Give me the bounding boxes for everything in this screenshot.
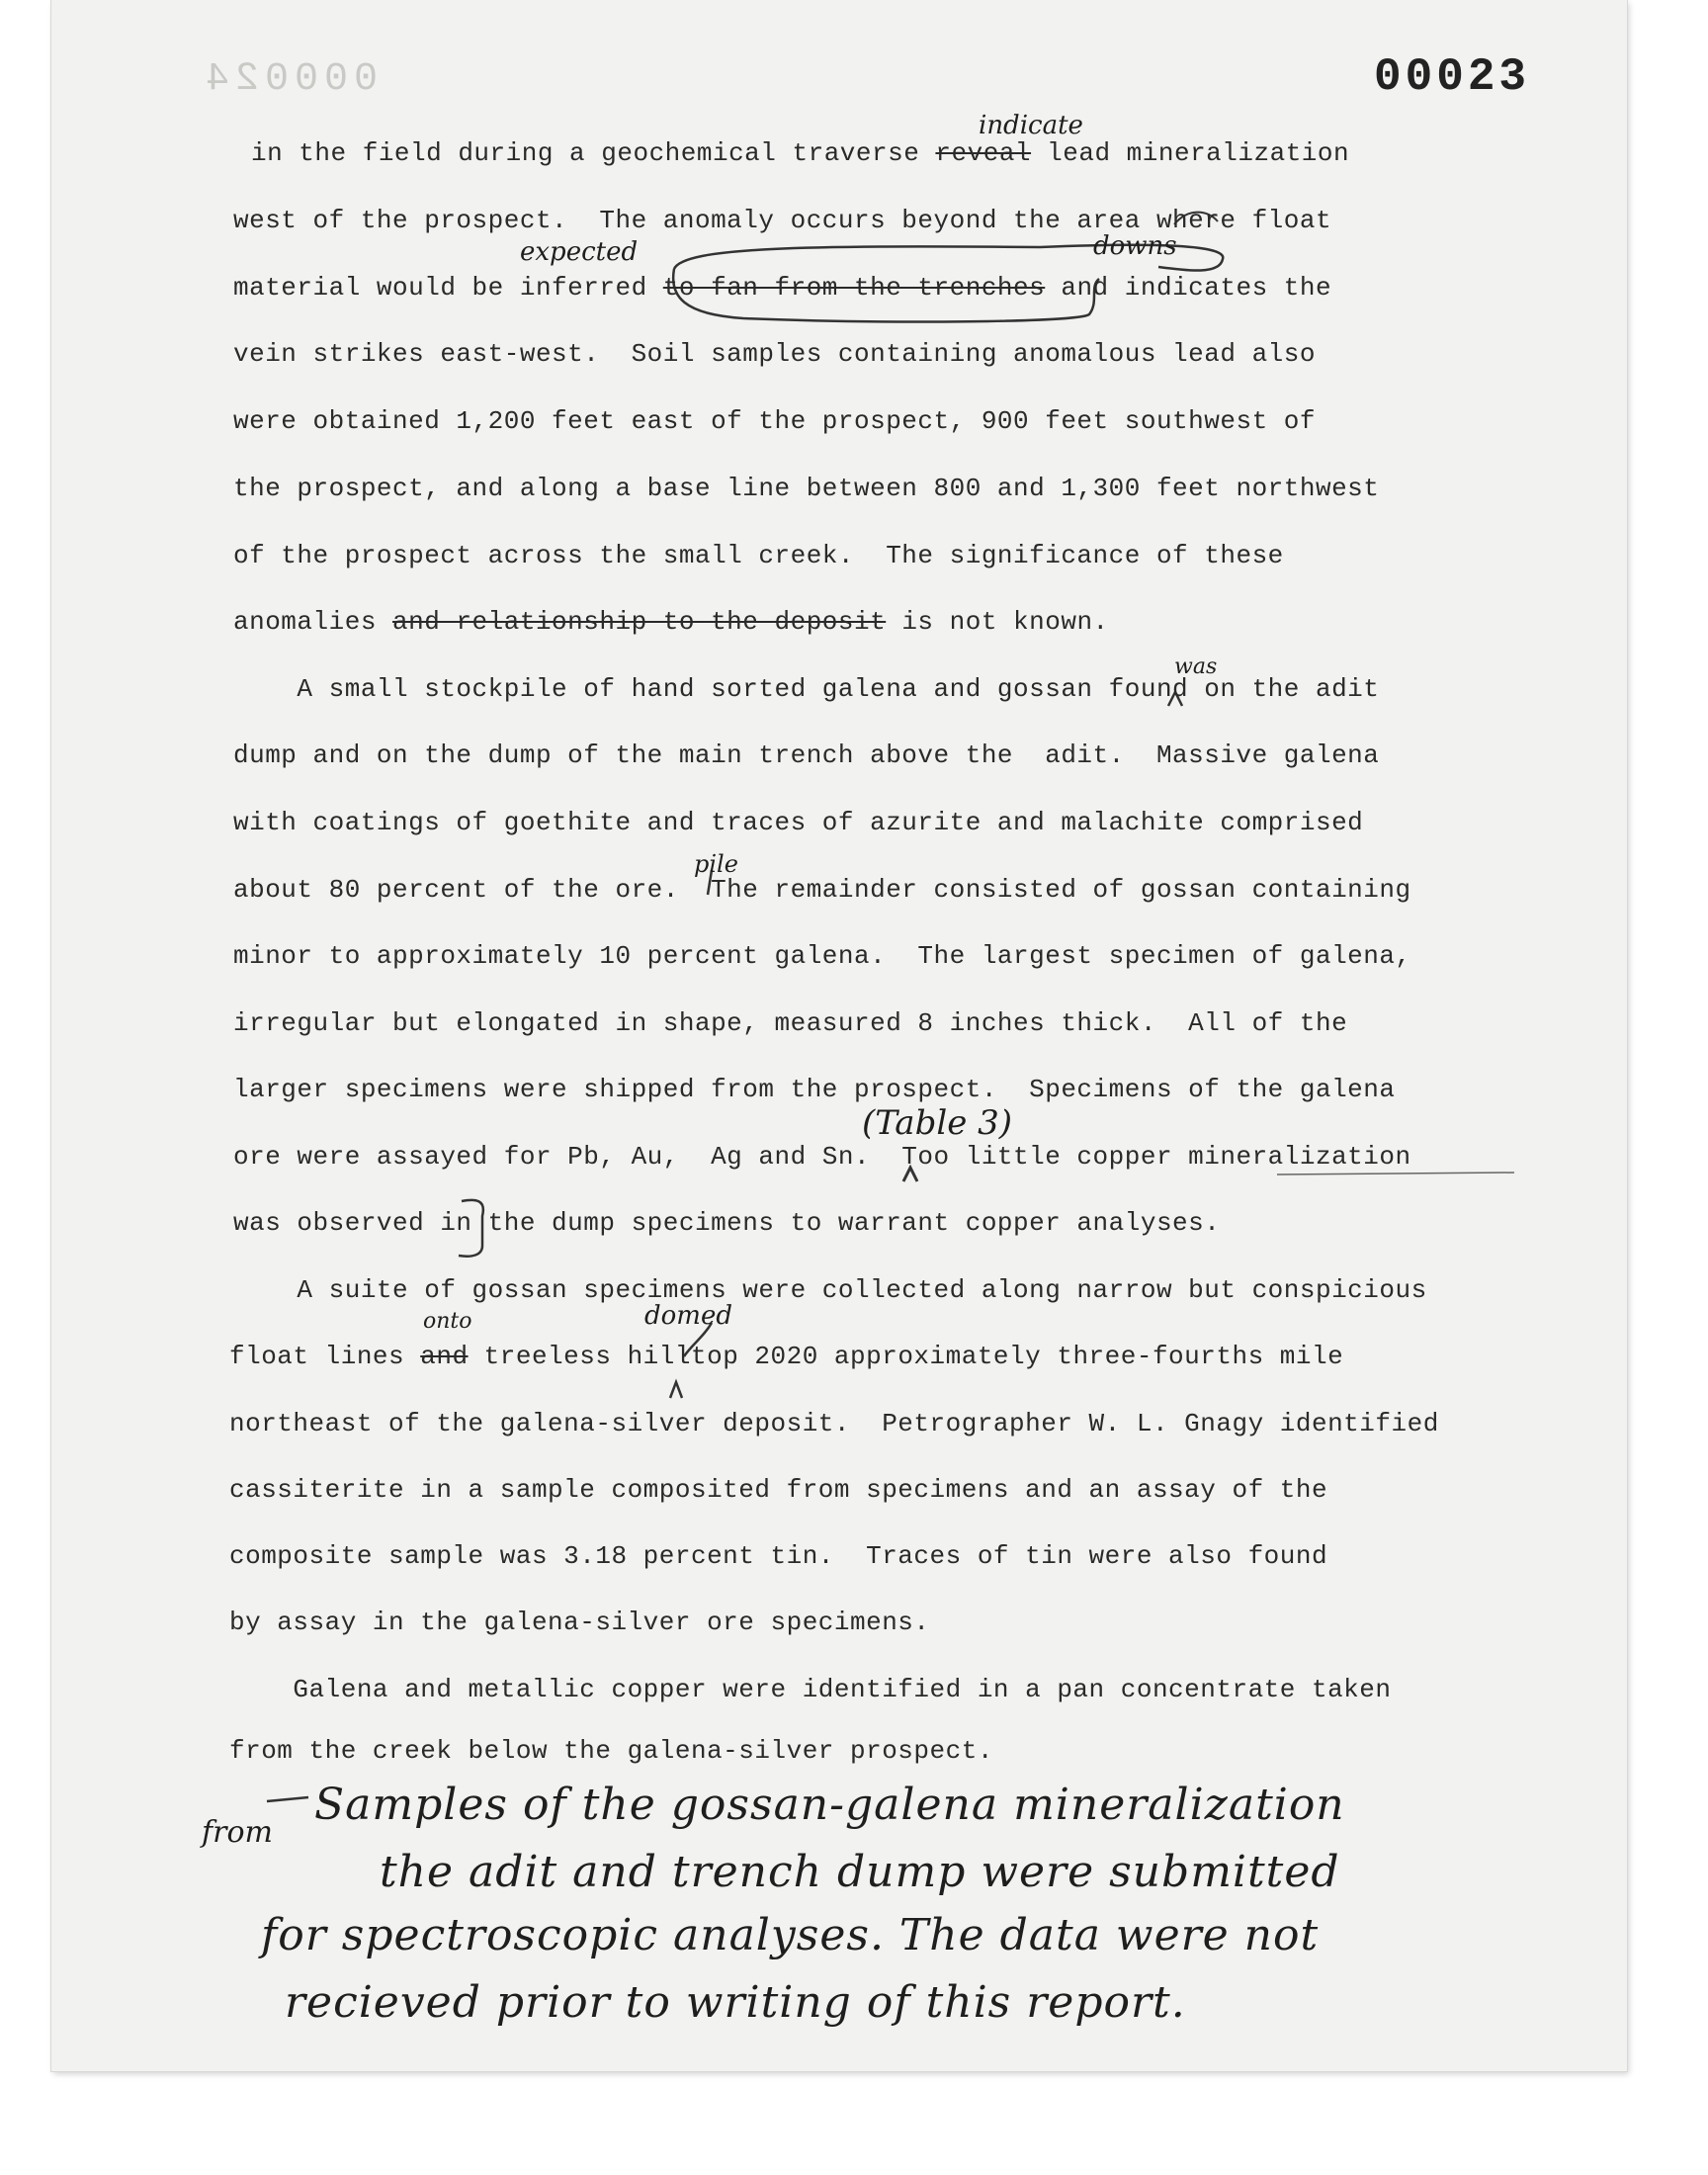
text-line: composite sample was 3.18 percent tin. Traces of tin were also found bbox=[229, 1541, 1328, 1571]
text-line: of the prospect across the small creek. The significance of these bbox=[233, 541, 1284, 570]
struck-text: and relationship to the deposit bbox=[392, 607, 887, 637]
note-word-from: from bbox=[202, 1815, 273, 1850]
note-line: Samples of the gossan-galena mineralization bbox=[314, 1780, 1345, 1830]
annotation-domed: domed bbox=[644, 1301, 732, 1331]
strike-mark bbox=[267, 1797, 308, 1801]
text-line: were obtained 1,200 feet east of the prospect, 900 feet southwest of bbox=[233, 406, 1316, 436]
text-line: about 80 percent of the ore. The remainder consisted of gossan containing bbox=[233, 875, 1411, 905]
annotation-indicate: indicate bbox=[979, 111, 1083, 140]
text-line: cassiterite in a sample composited from specimens and an assay of the bbox=[229, 1475, 1328, 1505]
struck-text: to fan from the trenches bbox=[662, 273, 1046, 303]
text-line: material would be inferred to fan from the trenches and indicates the bbox=[233, 273, 1332, 303]
text-line: from the creek below the galena-silver prospect. bbox=[229, 1736, 993, 1766]
text-line: the prospect, and along a base line between 800 and 1,300 feet northwest bbox=[233, 474, 1380, 503]
note-line: for spectroscopic analyses. The data were not bbox=[261, 1910, 1320, 1960]
caret-mark bbox=[670, 1382, 682, 1398]
text-line: minor to approximately 10 percent galena. The largest specimen of galena, bbox=[233, 941, 1411, 971]
underline-mark bbox=[1277, 1173, 1514, 1174]
text-line: was observed in the dump specimens to warrant copper analyses. bbox=[233, 1208, 1221, 1238]
page-number: 00023 bbox=[1374, 51, 1531, 103]
struck-text: and bbox=[420, 1342, 469, 1371]
text-line: northeast of the galena-silver deposit. Petrographer W. L. Gnagy identified bbox=[229, 1409, 1439, 1438]
text-line: dump and on the dump of the main trench above the adit. Massive galena bbox=[233, 740, 1380, 770]
text-line: A suite of gossan specimens were collected along narrow but conspicious bbox=[233, 1275, 1427, 1305]
text-line: vein strikes east-west. Soil samples containing anomalous lead also bbox=[233, 339, 1316, 369]
text-line: west of the prospect. The anomaly occurs beyond the area where float bbox=[233, 206, 1332, 235]
struck-text: reveal bbox=[935, 138, 1032, 168]
text-line: with coatings of goethite and traces of azurite and malachite comprised bbox=[233, 808, 1364, 837]
annotation-pile: pile bbox=[694, 850, 738, 878]
annotation-table-3: (Table 3) bbox=[862, 1103, 1013, 1143]
text-line: ore were assayed for Pb, Au, Ag and Sn. Too little copper mineralization bbox=[233, 1142, 1411, 1172]
text-line: anomalies and relationship to the deposit is not known. bbox=[233, 607, 1109, 637]
text-line: irregular but elongated in shape, measured 8 inches thick. All of the bbox=[233, 1008, 1348, 1038]
annotation-expected: expected bbox=[520, 237, 639, 267]
text-line: by assay in the galena-silver ore specimens. bbox=[229, 1608, 930, 1637]
text-line: A small stockpile of hand sorted galena and gossan found on the adit bbox=[233, 674, 1380, 704]
annotation-was: was bbox=[1174, 654, 1218, 679]
note-line: the adit and trench dump were submitted bbox=[380, 1847, 1340, 1897]
text-line: in the field during a geochemical traverse reveal lead mineralization bbox=[251, 138, 1350, 168]
text-line: float lines and treeless hilltop 2020 approximately three-fourths mile bbox=[229, 1342, 1344, 1371]
annotation-onto: onto bbox=[423, 1309, 472, 1334]
note-line: recieved prior to writing of this report. bbox=[285, 1977, 1186, 2028]
text-line: larger specimens were shipped from the prospect. Specimens of the galena bbox=[233, 1075, 1396, 1104]
bleed-through-page-number: 000024 bbox=[200, 57, 379, 102]
text-line: Galena and metallic copper were identified in a pan concentrate taken bbox=[229, 1675, 1392, 1704]
annotation-downs: downs bbox=[1093, 231, 1177, 261]
